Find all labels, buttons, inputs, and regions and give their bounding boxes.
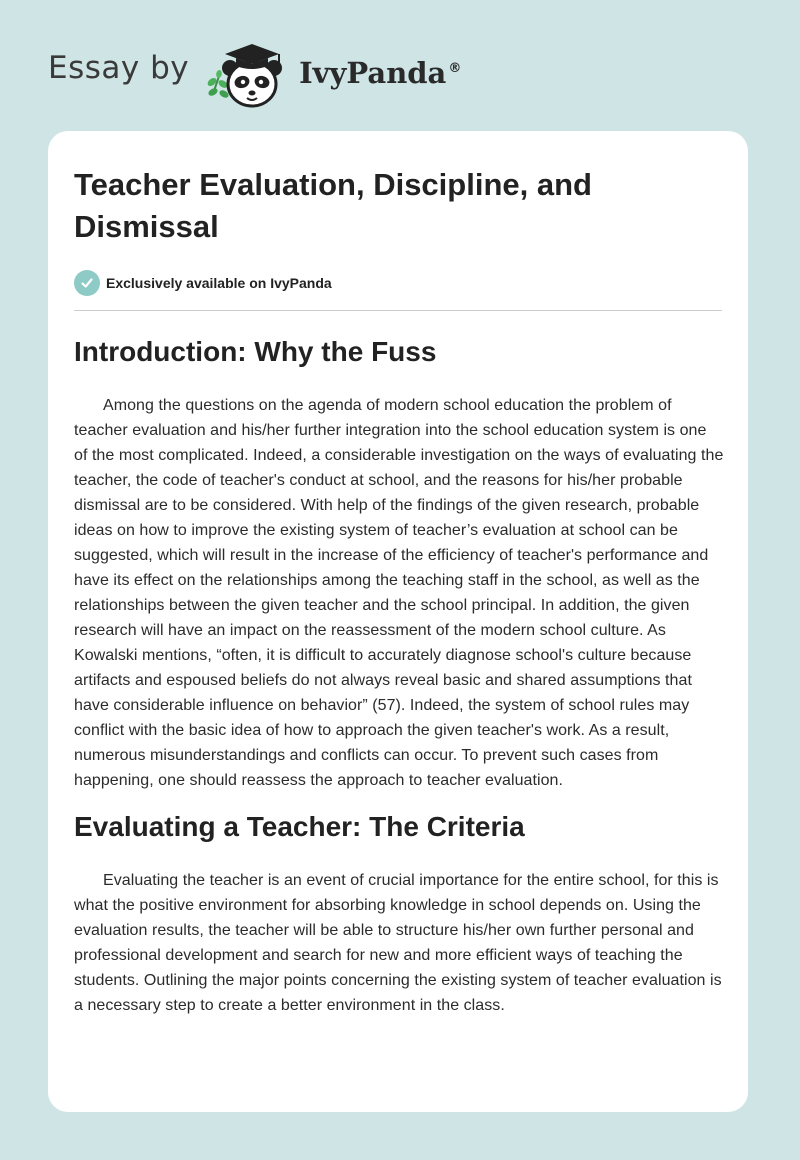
essay-card <box>48 131 748 1112</box>
divider <box>74 310 722 311</box>
section-paragraph-introduction: Among the questions on the agenda of modern school education the problem of teacher evaluation and his/her further integration into the school education system is one of the most complicated. Indeed, a considerable investigation on the ways of evaluating the teacher, the code of teacher's conduct at school, and the reasons for his/her probable dismissal are to be considered. With help of the findings of the given research, probable ideas on how to improve the existing system of teacher’s evaluation at school can be suggested, which will result in the increase of the efficiency of teacher's performance and have its effect on the relationships among the teaching staff in the school, as well as the relationships between the given teacher and the school principal. In addition, the given research will have an impact on the reassessment of the modern school culture. As Kowalski mentions, “often, it is difficult to accurately diagnose school's culture because artifacts and espoused beliefs do not always reveal basic and shared assumptions that have considerable influence on behavior” (57). Indeed, the system of school rules may conflict with the basic idea of how to approach the given teacher's work. As a result, numerous misunderstandings and conflicts can occur. To prevent such cases from happening, one should reassess the approach to teacher evaluation. <box>74 397 724 789</box>
panda-mascot-icon <box>203 32 295 112</box>
section-paragraph-criteria: Evaluating the teacher is an event of crucial importance for the entire school, for this is what the positive environment for absorbing knowledge in school depends on. Using the evaluation results, the teacher will be able to structure his/her own further personal and professional development and search for new and more efficient ways of teaching the students. Outlining the major points concerning the existing system of teacher evaluation is a necessary step to create a better environment in the class. <box>74 872 722 1014</box>
registered-mark: ® <box>448 61 462 77</box>
site-header <box>48 32 461 112</box>
exclusive-badge-label: Exclusively available on IvyPanda <box>106 275 332 291</box>
exclusive-badge <box>74 270 724 296</box>
essay-title: Teacher Evaluation, Discipline, and Dismissal <box>74 167 592 244</box>
section-heading-introduction: Introduction: Why the Fuss <box>74 336 437 367</box>
brand-name: IvyPanda ® <box>299 56 462 90</box>
essay-content <box>74 131 724 1018</box>
section-heading-criteria: Evaluating a Teacher: The Criteria <box>74 811 525 842</box>
essay-by-label: Essay by <box>48 50 190 86</box>
check-icon <box>74 270 100 296</box>
ivypanda-logo[interactable] <box>203 32 461 112</box>
